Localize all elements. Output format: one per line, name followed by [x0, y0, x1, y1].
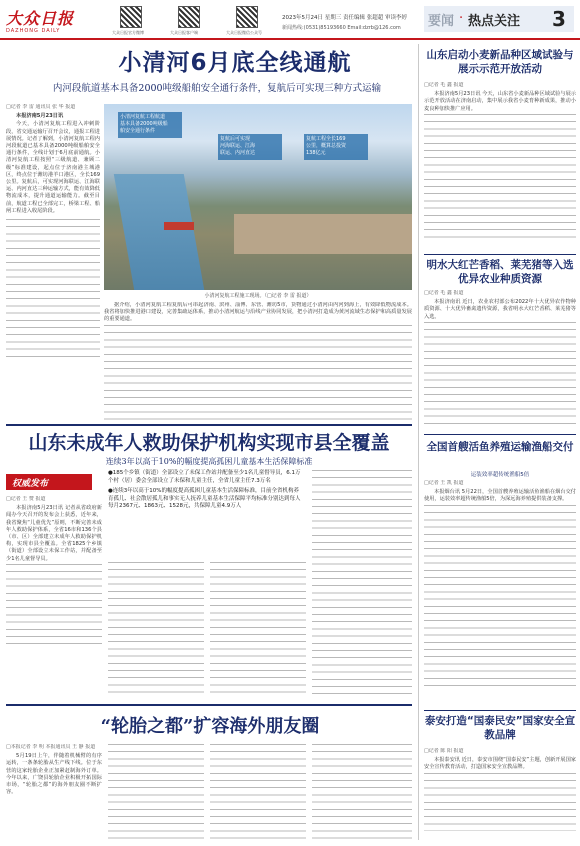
right-byline-2: □记者 毛 鑫 报道 [424, 290, 464, 296]
lead-headline: 小清河6月底全线通航 [118, 50, 352, 76]
right-headline-1: 山东启动小麦新品种区域试验与展示示范开放活动 [426, 49, 574, 75]
right-body-1: 本报济南5月23日讯 今天，山东省小麦新品种区域试验与展示示范开放活动在济南启动，集中展示我省小麦育种新成果，推动小麦良种加快推广应用。 [424, 91, 576, 112]
section-divider [424, 254, 576, 255]
column-divider [418, 44, 419, 840]
right-story-2 [424, 290, 576, 430]
body-text-placeholder [104, 325, 412, 420]
highlight-item: ●185个乡镇（街道）全部设立了未保工作站并配备至少1名儿童督导员，6.1万个村（居）委会全部设立了未保和儿童主任，全省儿童主任7.3万名 [108, 470, 301, 484]
photo-info-box: 小清河复航工程航道 基本具备2000吨级船 舶安全通行条件 [118, 112, 182, 138]
lead-subheadline: 内河段航道基本具备2000吨级船舶安全通行条件，复航后可实现三种方式运输 [52, 83, 382, 94]
photo-caption: 小清河复航工程施工现场。（□记者 李 雷 报道） [204, 293, 312, 299]
section-header [424, 6, 574, 32]
story3-body-column [6, 744, 102, 842]
highlight-item: ●连续3年以高于10%的幅度提高孤困儿童基本生活保障标准，目前全省机构养育孤儿、社会散居孤儿和事实无人抚养儿童基本生活保障平均标准分别达到每人每月2367元、1863元、1528元，共保障儿童4.9万人 [108, 488, 301, 510]
newspaper-logo-subtitle: DAZHONG DAILY [6, 28, 61, 34]
qr-label-2: 大众日报客户端 [170, 30, 198, 35]
body-text-placeholder [312, 470, 412, 698]
qr-label-3: 大众日报微信公众号 [226, 30, 262, 35]
right-story-1 [424, 82, 576, 250]
story2-byline: □记者 王 赞 报道 [6, 496, 46, 502]
story3-headline: “轮胎之都”扩容海外朋友圈 [100, 716, 320, 737]
contact-line: 新闻热线:(0531)85193660 Email:dzrb@126.com [282, 25, 401, 31]
section-divider [6, 424, 412, 426]
section-name: 要闻 [428, 14, 455, 29]
qr-code-icon [120, 6, 142, 28]
section-divider [424, 434, 576, 435]
dateline: 2023年5月24日 星期三 责任编辑 张超超 审读李婷 [282, 15, 407, 21]
photo-river [114, 174, 204, 290]
right-body-4: 本报泰安讯 近日，泰安市围绕“国泰民安”主题，创新开展国家安全宣传教育活动，打造国家安全宣教品牌。 [424, 757, 576, 771]
right-body-2: 本报济南讯 近日，农业农村部公布2022年十大优异农作物种质资源、十大优异畜禽遗传资源，我省明水大红芒香稻、莱芜猪等入选。 [424, 299, 576, 320]
qr-code-icon [178, 6, 200, 28]
right-headline-3: 全国首艘活鱼养殖运输渔船交付 [426, 441, 574, 453]
body-text-placeholder [424, 322, 576, 426]
body-text-placeholder [424, 773, 576, 831]
story2-body: 本报济南5月23日讯 记者从省政府新闻办今天召开的发布会上获悉，近年来，我省聚焦“儿童优先”原则，不断完善未成年人救助保护体系，全省16市和136个县（市、区）全部建立未成年人救助保护机构，实现市县全覆盖。全省1825个乡镇（街道）全部设立未保工作站，并配备至少1名儿童督导员。 [6, 505, 102, 562]
right-story-3 [424, 480, 576, 706]
right-byline-1: □记者 毛 鑫 报道 [424, 82, 464, 88]
story2-body-column [6, 496, 102, 696]
body-text-placeholder [210, 744, 306, 840]
photo-dock [234, 214, 412, 254]
right-subheadline-3: 运装效率超传统渔船5倍 [470, 472, 530, 478]
right-body-3: 本报烟台讯 5月22日，全国首艘养殖运输活鱼渔船在烟台交付使用，运装效率超传统渔船5倍，为深远海养殖提供装备支撑。 [424, 489, 576, 503]
body-text-placeholder [108, 562, 204, 698]
newspaper-logo: 大众日报 [6, 9, 75, 28]
body-text-placeholder [424, 505, 576, 689]
story3-byline: □本报记者 李 明 本报通讯员 王 静 报道 [6, 744, 96, 750]
lead-body-right: 据介绍，小清河复航工程复航后可串起济南、滨州、淄博、东营、潍坊5市，货物通过小清河由内河到海上，有效降低物流成本。我省将加快推进港口建设，完善集疏运体系，推动小清河航运与沿线产业协同发展，把小清河打造成为黄河流域生态保护和高质量发展的重要通道。 [104, 302, 412, 323]
body-text-placeholder [6, 564, 102, 644]
page-number: 3 [552, 7, 566, 31]
body-text-placeholder [424, 114, 576, 238]
section-title: 热点关注 [468, 14, 521, 29]
right-headline-4: 泰安打造“国泰民安”国家安全宣教品牌 [424, 715, 576, 741]
section-divider [424, 710, 576, 711]
authority-release-badge: 权威发布 [6, 474, 92, 490]
lead-body-column [6, 104, 100, 422]
body-text-placeholder [6, 219, 100, 359]
lead-photo [104, 104, 412, 290]
qr-code-icon [236, 6, 258, 28]
body-text-placeholder [108, 744, 204, 840]
lead-dateline: 本报济南5月23日讯 [16, 113, 64, 120]
body-text-placeholder [312, 744, 412, 840]
story2-headline: 山东未成年人救助保护机构实现市县全覆盖 [28, 432, 390, 454]
story2-subheadline: 连续3年以高于10%的幅度提高孤困儿童基本生活保障标准 [105, 457, 313, 466]
lead-body-lower [104, 302, 412, 420]
photo-info-box: 复航工程全长169 公里，概算总投资 138亿元 [304, 134, 368, 160]
story3-body: 5月19日上午，伴随着机械臂的有序运转，一条条轮胎从生产线下线。位于东营的这家轮胎企业正加紧赶制海外订单。今年以来，广饶县轮胎企业积极开拓国际市场，“轮胎之都”的海外朋友圈不断扩容。 [6, 753, 102, 796]
right-byline-3: □记者 王 凯 报道 [424, 480, 464, 486]
right-byline-4: □记者 陈 阳 报道 [424, 748, 464, 754]
right-headline-2: 明水大红芒香稻、莱芜猪等入选优异农业种质资源 [426, 259, 574, 285]
right-story-4 [424, 748, 576, 842]
lead-byline: □记者 李 雷 通讯员 张 华 报道 [6, 104, 76, 110]
photo-ship [164, 222, 194, 230]
section-divider [6, 704, 412, 706]
section-separator: · [459, 11, 464, 26]
qr-label-1: 大众日报官方微博 [112, 30, 144, 35]
photo-info-box: 复航后可实现 河海联运、江海 联运、内河直达 [218, 134, 282, 160]
masthead [0, 0, 580, 40]
story2-highlights [108, 470, 304, 560]
lead-body-left: 今天，小清河复航工程进入冲刺阶段，省交通运输厅召开会议，通报工程进展情况。记者了解到，小清河复航工程内河段航道已基本具备2000吨级船舶安全通行条件，全线计划于6月底前通航。小清河复航工程按照“三级航道、兼顾二级”标准建设，起点位于济南港主城港区，终点位于潍坊港羊口港区，全长169公里。复航后，可实现河海联运、江海联运、内河直达三种运输方式，能有效降低物流成本，提升通道运输能力。截至目前，航道工程已全部完工，桥梁工程、船闸工程进入收尾阶段。 [6, 121, 100, 214]
body-text-placeholder [210, 562, 306, 698]
